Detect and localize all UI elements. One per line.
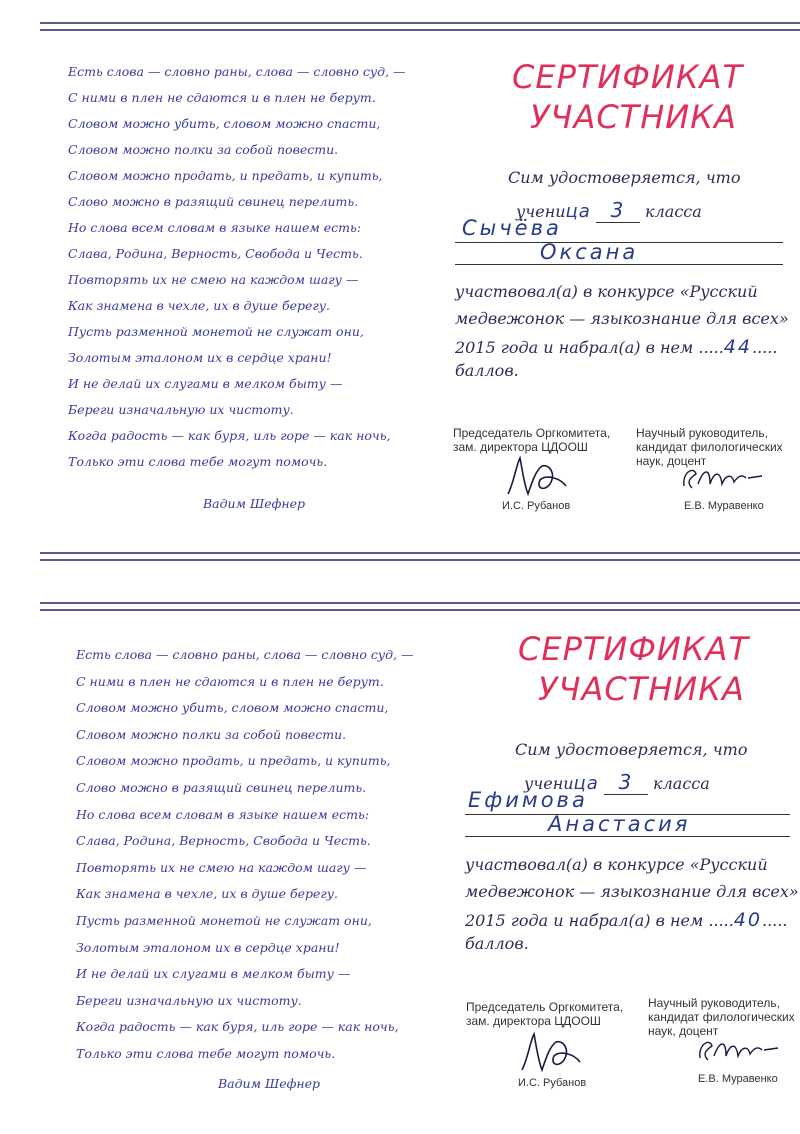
- poem-line: Только эти слова тебе могут помочь.: [76, 1045, 336, 1061]
- name-line-2: [455, 264, 783, 265]
- poem-line: Повторять их не смею на каждом шагу —: [76, 859, 367, 875]
- poem-line: Словом можно продать, и предать, и купить,: [68, 168, 383, 183]
- poem-line: Повторять их не смею на каждом шагу —: [68, 272, 359, 287]
- advisor-name: Е.В. Муравенко: [698, 1073, 778, 1085]
- dots-left: .....: [708, 911, 734, 930]
- poem-line: Золотым эталоном их в сердце храни!: [76, 939, 340, 955]
- poem-line: Золотым эталоном их в сердце храни!: [68, 350, 332, 365]
- chair-name: И.С. Рубанов: [502, 500, 571, 512]
- advisor-title: Научный руководитель, кандидат филологических наук, доцент: [636, 426, 783, 468]
- points-word: баллов.: [455, 361, 519, 380]
- points-word: баллов.: [465, 934, 529, 953]
- class-word: класса: [653, 774, 710, 793]
- first-name-handwritten: Анастасия: [548, 812, 691, 836]
- dots-left: .....: [698, 338, 724, 357]
- grade-handwritten: 3: [596, 198, 640, 223]
- poem-author: Вадим Шефнер: [218, 1076, 321, 1091]
- poem-line: Словом можно убить, словом можно спасти,: [76, 700, 389, 716]
- class-word: класса: [645, 202, 702, 221]
- body-line-1: участвовал(а) в конкурсе «Русский: [465, 855, 768, 874]
- chair-title: Председатель Оргкомитета, зам. директора ЦДООШ: [453, 426, 611, 454]
- body-line-2: медвежонок — языкознание для всех»: [455, 309, 789, 328]
- advisor-name: Е.В. Муравенко: [684, 500, 764, 512]
- poem-line: Есть слова — словно раны, слова — словно суд, —: [76, 647, 414, 662]
- poem-line: Есть слова — словно раны, слова — словно суд, —: [68, 64, 406, 79]
- poem-line: Только эти слова тебе могут помочь.: [68, 454, 328, 469]
- certifies-text: Сим удостоверяется, что: [508, 168, 741, 187]
- dots-right: .....: [751, 338, 778, 357]
- grade-handwritten: 3: [604, 770, 648, 795]
- body-line-3-text: 2015 года и набрал(а) в нем: [455, 338, 699, 357]
- chair-signature: [516, 1028, 586, 1076]
- poem-line: Слово можно в разящий свинец перелить.: [68, 194, 359, 209]
- body-line-3-text: 2015 года и набрал(а) в нем: [465, 911, 709, 930]
- poem-line: Как знамена в чехле, их в душе берегу.: [76, 886, 338, 902]
- name-line-2: [465, 836, 790, 837]
- bottom-border-line: [40, 552, 800, 561]
- certifies-text: Сим удостоверяется, что: [515, 740, 748, 759]
- poem-line: С ними в плен не сдаются и в плен не берут.: [76, 673, 384, 689]
- pupil-suffix-handwritten: ца: [565, 201, 591, 222]
- poem-line: Слава, Родина, Верность, Свобода и Честь.: [68, 246, 363, 261]
- certificate-title: СЕРТИФИКАТ: [518, 630, 749, 668]
- body-line-3: [455, 336, 777, 358]
- poem-line: И не делай их слугами в мелком быту —: [68, 376, 343, 391]
- pupil-word: учени: [524, 774, 574, 793]
- pupil-suffix-handwritten: ца: [573, 773, 599, 794]
- body-line-3: [465, 909, 787, 931]
- poem-line: Словом можно полки за собой повести.: [76, 726, 347, 742]
- poem-line: Словом можно полки за собой повести.: [68, 142, 339, 157]
- poem-line: Слово можно в разящий свинец перелить.: [76, 779, 367, 795]
- poem-line: Словом можно продать, и предать, и купить,: [76, 753, 391, 769]
- poem-line: Пусть разменной монетой не служат они,: [76, 912, 372, 928]
- advisor-signature: [676, 460, 766, 496]
- poem-line: Как знамена в чехле, их в душе берегу.: [68, 298, 330, 313]
- poem: [76, 642, 414, 1068]
- pupil-word: учени: [516, 202, 566, 221]
- certificate-2: [0, 580, 800, 1134]
- poem-line: Но слова всем словам в языке нашем есть:: [68, 220, 362, 235]
- poem-line: Пусть разменной монетой не служат они,: [68, 324, 364, 339]
- top-border-line: [40, 602, 800, 611]
- poem: [68, 59, 406, 475]
- chair-name: И.С. Рубанов: [518, 1077, 587, 1089]
- poem-line: С ними в плен не сдаются и в плен не берут.: [68, 90, 376, 105]
- poem-line: Когда радость — как буря, иль горе — как ночь,: [76, 1019, 399, 1035]
- certificate-subtitle: УЧАСТНИКА: [530, 98, 737, 136]
- dots-right: .....: [761, 911, 788, 930]
- surname-handwritten: Сычёва: [462, 216, 562, 240]
- poem-line: И не делай их слугами в мелком быту —: [76, 966, 351, 982]
- surname-handwritten: Ефимова: [468, 788, 588, 812]
- poem-line: Когда радость — как буря, иль горе — как ночь,: [68, 428, 391, 443]
- certificate-title: СЕРТИФИКАТ: [512, 58, 743, 96]
- poem-line: Но слова всем словам в языке нашем есть:: [76, 806, 370, 822]
- chair-signature: [502, 452, 572, 500]
- top-border-line: [40, 22, 800, 31]
- poem-author: Вадим Шефнер: [203, 496, 306, 511]
- advisor-signature: [692, 1032, 782, 1068]
- score-handwritten: 40: [733, 909, 762, 931]
- certificate-subtitle: УЧАСТНИКА: [538, 670, 745, 708]
- poem-line: Береги изначальную их чистоту.: [68, 402, 294, 417]
- poem-line: Слава, Родина, Верность, Свобода и Честь.: [76, 833, 371, 849]
- body-line-1: участвовал(а) в конкурсе «Русский: [455, 282, 758, 301]
- first-name-handwritten: Оксана: [540, 240, 639, 264]
- poem-line: Словом можно убить, словом можно спасти,: [68, 116, 381, 131]
- chair-title: Председатель Оргкомитета, зам. директора ЦДООШ: [466, 1000, 624, 1028]
- body-line-2: медвежонок — языкознание для всех»: [465, 882, 799, 901]
- poem-line: Береги изначальную их чистоту.: [76, 992, 302, 1008]
- score-handwritten: 44: [723, 336, 752, 358]
- advisor-title: Научный руководитель, кандидат филологических наук, доцент: [648, 996, 795, 1038]
